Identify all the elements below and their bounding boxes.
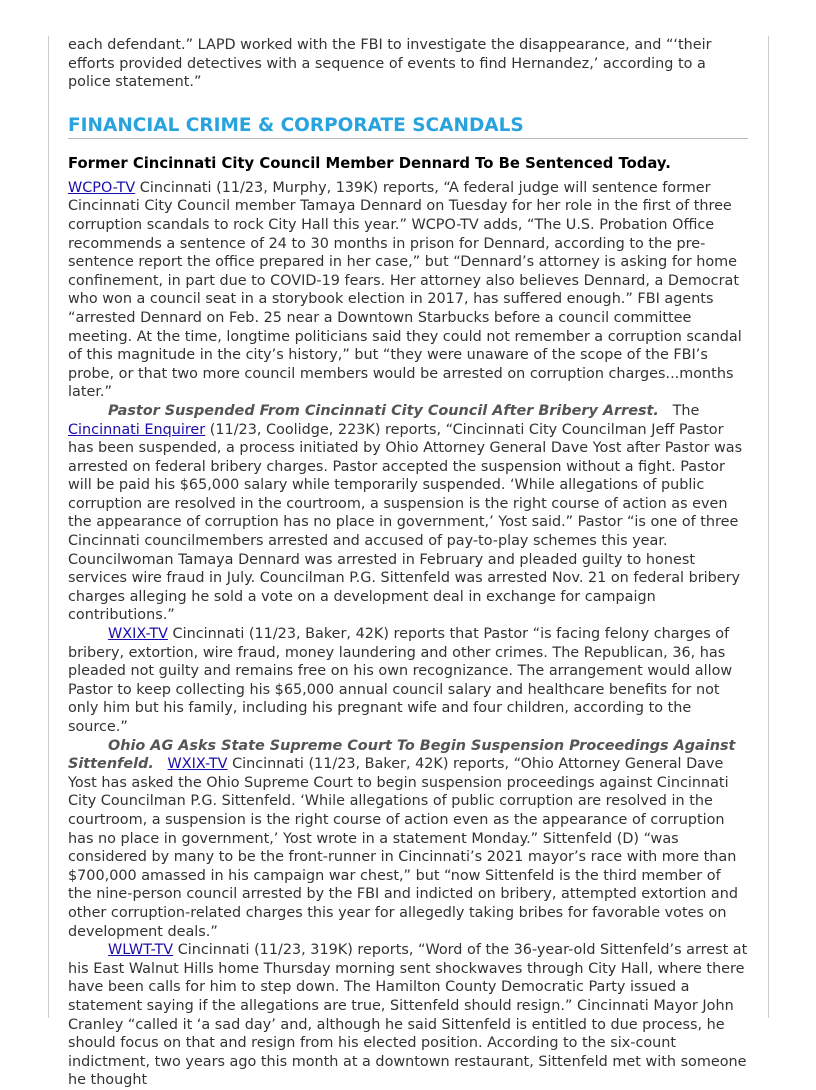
source-link-wxix-tv[interactable]: WXIX-TV xyxy=(167,756,228,773)
article-paragraph xyxy=(68,179,748,402)
paragraph-lead: The xyxy=(672,402,700,419)
article-paragraph xyxy=(68,941,748,1090)
source-link-wxix-tv[interactable]: WXIX-TV xyxy=(108,626,168,643)
paragraph-text: (11/23, Coolidge, 223K) reports, “Cincinnati City Councilman Jeff Pastor has been suspended, a process initiated by Ohio Attorney General Dave Yost after Pastor was arrested on federal bribery charges. Pastor accepted the suspension without a fight. Pastor will be paid his $65,000 salary while temporarily suspended. ‘While allegations of public corruption are resolved in the courtroom, a suspension is the right course of action as even the appearance of corruption has no place in government,’ Yost said.” Pastor “is one of three Cincinnati councilmembers arrested and accused of pay-to-play schemes this year. Councilwoman Tamaya Dennard was arrested in February and pleaded guilty to honest services wire fraud in July. Councilman P.G. Sittenfeld was arrested Nov. 21 on federal bribery charges alleging he sold a vote on a development deal in exchange for campaign contributions.” xyxy=(68,421,743,624)
page-border-right xyxy=(768,36,769,1018)
article-paragraph xyxy=(68,737,748,942)
article-paragraph xyxy=(68,625,748,737)
paragraph-text: Cincinnati (11/23, 319K) reports, “Word of the 36-year-old Sittenfeld’s arrest at his East Walnut Hills home Thursday morning sent shockwaves through City Hall, where there have been calls for him to step down. The Hamilton County Democratic Party issued a statement saying if the allegations are true, Sittenfeld should resign.” Cincinnati Mayor John Cranley “called it ‘a sad day’ and, although he said Sittenfeld is entitled to due process, he should focus on that and resign from his elected position. According to the six-count indictment, two years ago this month at a downtown restaurant, Sittenfeld met with someone he thought xyxy=(68,942,748,1089)
source-link-wlwt-tv[interactable]: WLWT-TV xyxy=(108,942,174,959)
section-heading: FINANCIAL CRIME & CORPORATE SCANDALS xyxy=(68,115,748,139)
page-border-left xyxy=(48,36,49,1018)
paragraph-text: Cincinnati (11/23, Baker, 42K) reports that Pastor “is facing felony charges of bribery, extortion, wire fraud, money laundering and other crimes. The Republican, 36, has pleaded not guilty and remains free on his own recognizance. The arrangement would allow Pastor to keep collecting his $65,000 annual council salary and healthcare benefits for not only him but his family, including his pregnant wife and four children, according to the source.” xyxy=(68,626,733,735)
source-link-wcpo-tv[interactable]: WCPO-TV xyxy=(68,179,136,196)
article-subheading: Pastor Suspended From Cincinnati City Council After Bribery Arrest. xyxy=(108,402,659,419)
newsletter-body xyxy=(68,36,748,1090)
article-title: Former Cincinnati City Council Member Dennard To Be Sentenced Today. xyxy=(68,154,671,172)
article-subheading: Ohio AG Asks State Supreme Court To Begin Suspension Proceedings Against Sittenfeld. xyxy=(68,737,736,773)
article-paragraph xyxy=(68,402,748,625)
intro-paragraph: each defendant.” LAPD worked with the FBI to investigate the disappearance, and “‘their efforts provided detectives with a sequence of events to find Hernandez,’ according to a police statement.” xyxy=(68,37,712,91)
paragraph-text: Cincinnati (11/23, Murphy, 139K) reports, “A federal judge will sentence former Cincinnati City Council member Tamaya Dennard on Tuesday for her role in the first of three corruption scandals to rock City Hall this year.” WCPO-TV adds, “The U.S. Probation Office recommends a sentence of 24 to 30 months in prison for Dennard, according to the pre-sentence report the office prepared in her case,” but “Dennard’s attorney is asking for home confinement, in part due to COVID-19 fears. Her attorney also believes Dennard, a Democrat who won a council seat in a storybook election in 2017, has suffered enough.” FBI agents “arrested Dennard on Feb. 25 near a Downtown Starbucks before a council committee meeting. At the time, longtime politicians said they could not remember a corruption scandal of this magnitude in the city’s history,” but “they were unaware of the scope of the FBI’s probe, or that two more council members would be arrested on corruption charges...months later.” xyxy=(68,179,742,401)
paragraph-text: Cincinnati (11/23, Baker, 42K) reports, “Ohio Attorney General Dave Yost has asked the Ohio Supreme Court to begin suspension proceedings against Cincinnati City Councilman P.G. Sittenfeld. ‘While allegations of public corruption are resolved in the courtroom, a suspension is the right course of action even as the appearance of corruption has no place in government,’ Yost wrote in a statement Monday.” Sittenfeld (D) “was considered by many to be the front-runner in Cincinnati’s 2021 mayor’s race with more than $700,000 amassed in his campaign war chest,” but “now Sittenfeld is the third member of the nine-person council arrested by the FBI and indicted on bribery, attempted extortion and other corruption-related charges this year for allegedly taking bribes for favorable votes on development deals.” xyxy=(68,756,738,940)
source-link-cincinnati-enquirer[interactable]: Cincinnati Enquirer xyxy=(68,421,206,438)
